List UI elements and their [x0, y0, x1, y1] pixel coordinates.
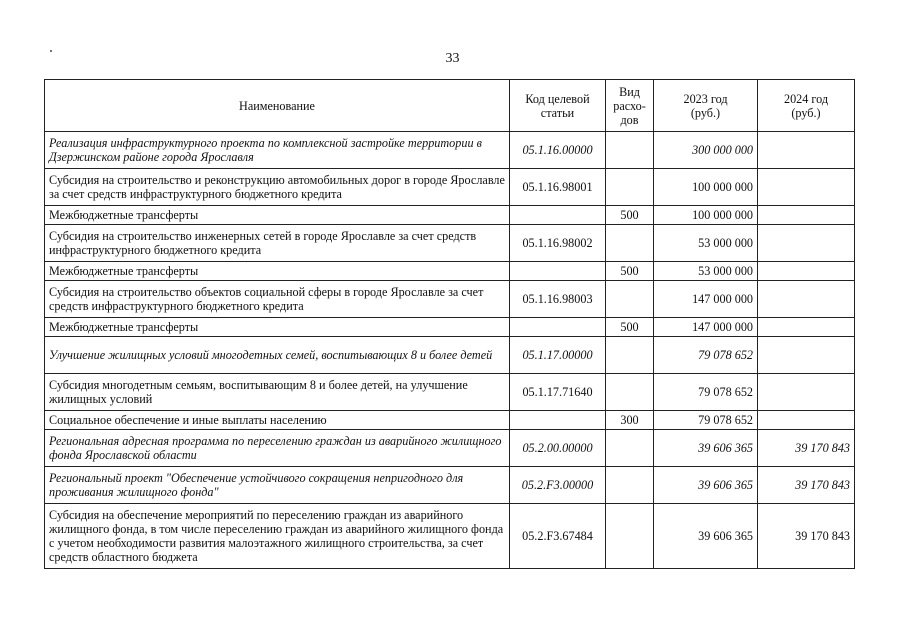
row-2023: 300 000 000: [654, 132, 758, 169]
row-code: [510, 206, 606, 225]
row-kind: [606, 467, 654, 504]
row-code: 05.2.F3.00000: [510, 467, 606, 504]
table-row: [45, 225, 855, 262]
row-code: [510, 318, 606, 337]
row-2024: [758, 262, 855, 281]
row-2024: [758, 169, 855, 206]
row-name: Субсидия многодетным семьям, воспитывающим 8 и более детей, на улучшение жилищных условий: [45, 374, 510, 411]
row-2023: 79 078 652: [654, 337, 758, 374]
row-2023: 39 606 365: [654, 430, 758, 467]
table-row: [45, 374, 855, 411]
row-2024: [758, 281, 855, 318]
row-code: 05.1.16.98002: [510, 225, 606, 262]
row-kind: 500: [606, 206, 654, 225]
row-kind: [606, 504, 654, 569]
header-2024: 2024 год (руб.): [758, 80, 855, 132]
header-2023: 2023 год (руб.): [654, 80, 758, 132]
row-2023: 147 000 000: [654, 318, 758, 337]
row-kind: 500: [606, 318, 654, 337]
table-row: [45, 467, 855, 504]
row-code: 05.1.16.98003: [510, 281, 606, 318]
table-row: [45, 504, 855, 569]
row-kind: [606, 225, 654, 262]
row-code: 05.2.00.00000: [510, 430, 606, 467]
row-name: Межбюджетные трансферты: [45, 206, 510, 225]
row-2024: 39 170 843: [758, 467, 855, 504]
row-2023: 79 078 652: [654, 374, 758, 411]
row-code: [510, 411, 606, 430]
row-2023: 53 000 000: [654, 225, 758, 262]
row-2023: 39 606 365: [654, 467, 758, 504]
header-code: Код целевой статьи: [510, 80, 606, 132]
row-2024: [758, 411, 855, 430]
row-code: [510, 262, 606, 281]
header-name: Наименование: [45, 80, 510, 132]
row-kind: [606, 430, 654, 467]
row-2023: 39 606 365: [654, 504, 758, 569]
table-row: [45, 281, 855, 318]
row-name: Субсидия на строительство объектов социальной сферы в городе Ярославле за счет средств инфраструктурного бюджетного кредита: [45, 281, 510, 318]
row-name: Субсидия на строительство и реконструкцию автомобильных дорог в городе Ярославле за счет средств инфраструктурного бюджетного кредита: [45, 169, 510, 206]
row-code: 05.1.16.98001: [510, 169, 606, 206]
page-number: 33: [445, 51, 460, 66]
row-2023: 100 000 000: [654, 169, 758, 206]
row-code: 05.1.17.71640: [510, 374, 606, 411]
row-name: Улучшение жилищных условий многодетных семей, воспитывающих 8 и более детей: [45, 337, 510, 374]
row-name: Субсидия на обеспечение мероприятий по переселению граждан из аварийного жилищного фонда, в том числе переселению граждан из аварийного жилищного фонда с учетом необходимости развития малоэтажного жилищного строительства, за счет средств областного бюджета: [45, 504, 510, 569]
row-name: Региональная адресная программа по переселению граждан из аварийного жилищного фонда Ярославской области: [45, 430, 510, 467]
row-name: Реализация инфраструктурного проекта по комплексной застройке территории в Дзержинском районе города Ярославля: [45, 132, 510, 169]
row-name: Межбюджетные трансферты: [45, 262, 510, 281]
table-row: [45, 430, 855, 467]
table-row: [45, 318, 855, 337]
row-2023: 147 000 000: [654, 281, 758, 318]
budget-table: [44, 79, 855, 569]
row-kind: [606, 374, 654, 411]
row-2023: 79 078 652: [654, 411, 758, 430]
row-kind: [606, 337, 654, 374]
table-row: [45, 411, 855, 430]
table-row: [45, 262, 855, 281]
row-2024: [758, 225, 855, 262]
row-name: Субсидия на строительство инженерных сетей в городе Ярославле за счет средств инфраструктурного бюджетного кредита: [45, 225, 510, 262]
header-kind: Вид расхо- дов: [606, 80, 654, 132]
row-2024: [758, 206, 855, 225]
row-name: Социальное обеспечение и иные выплаты населению: [45, 411, 510, 430]
table-row: [45, 206, 855, 225]
header-row: [45, 80, 855, 132]
table-row: [45, 337, 855, 374]
row-kind: 300: [606, 411, 654, 430]
row-2024: 39 170 843: [758, 504, 855, 569]
row-kind: [606, 169, 654, 206]
row-2024: [758, 132, 855, 169]
table-row: [45, 169, 855, 206]
row-code: 05.1.17.00000: [510, 337, 606, 374]
row-2024: 39 170 843: [758, 430, 855, 467]
row-kind: [606, 281, 654, 318]
table-row: [45, 132, 855, 169]
row-code: 05.2.F3.67484: [510, 504, 606, 569]
row-2023: 100 000 000: [654, 206, 758, 225]
row-kind: [606, 132, 654, 169]
row-2023: 53 000 000: [654, 262, 758, 281]
row-kind: 500: [606, 262, 654, 281]
row-name: Межбюджетные трансферты: [45, 318, 510, 337]
row-code: 05.1.16.00000: [510, 132, 606, 169]
row-name: Региональный проект "Обеспечение устойчивого сокращения непригодного для проживания жилищного фонда": [45, 467, 510, 504]
row-2024: [758, 318, 855, 337]
row-2024: [758, 374, 855, 411]
row-2024: [758, 337, 855, 374]
